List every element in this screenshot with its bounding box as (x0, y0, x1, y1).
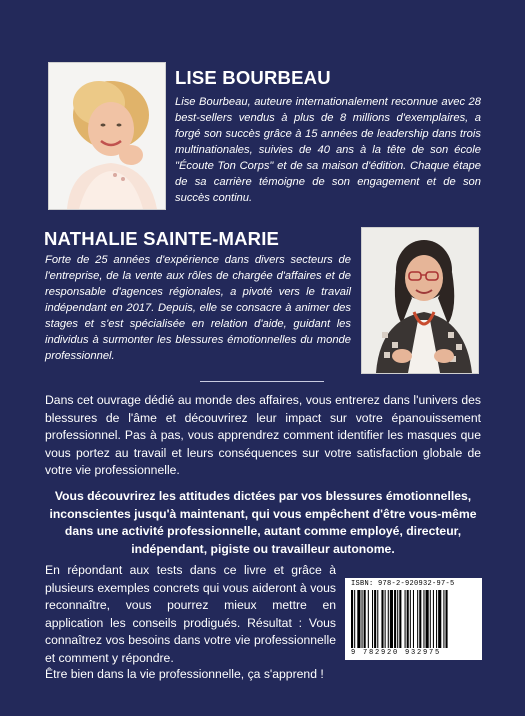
author1-portrait-image (49, 63, 165, 209)
description-paragraph-3: En répondant aux tests dans ce livre et grâce à plusieurs exemples concrets qui vous aideront à vous reconnaître, vous pourrez mieux mettre en application les conseils prodigués. Résultat : Vous connaîtrez vos besoins dans votre vie professionnelle et comment y répondre. (45, 563, 336, 665)
description-paragraph-1: Dans cet ouvrage dédié au monde des affaires, vous entrerez dans l'univers des blessures de l'âme et découvrirez leur impact sur votre épanouissement professionnel. Pas à pas, vous apprendrez comment identifier les masques que vous portez au travail et leurs conséquences sur votre satisfaction globale de votre vie professionnelle. (45, 393, 481, 477)
author2-name: NATHALIE SAINTE-MARIE (44, 228, 280, 249)
description-paragraph-2-bold: Vous découvrirez les attitudes dictées par vos blessures émotionnelles, inconscientes jusqu'à maintenant, qui vous empêchent d'être vous-même dans une activité professionnelle, autant comme employé, directeur, indépendant, pigiste ou travailleur autonome. (49, 489, 477, 556)
author1-photo (48, 62, 166, 210)
section-divider (200, 381, 324, 382)
author2-photo (361, 227, 479, 374)
author2-bio: Forte de 25 années d'expérience dans divers secteurs de l'entreprise, de la vente aux rôles de chargée d'affaires et de responsable d'agences régionales, a pivoté vers le travail indépendant en 2017. Depuis, elle se consacre à animer des stages et s'est spécialisée en relation d'aide, guidant les individus à surmonter les blessures émotionnelles du monde professionnel. (45, 254, 351, 362)
author1-bio: Lise Bourbeau, auteure internationalement reconnue avec 28 best-sellers vendus à plus de 8 millions d'exemplaires, a forgé son succès grâce à 15 années de leadership dans trois multinationales, suivies de 40 ans à la tête de son école "Écoute Ton Corps" et de sa maison d'édition. Chaque étape de sa carrière témoigne de son engagement et de son succès continu. (175, 96, 481, 204)
isbn-barcode (345, 578, 482, 660)
tagline: Être bien dans la vie professionnelle, ça s'apprend ! (45, 667, 324, 681)
barcode-bars (351, 590, 476, 648)
isbn-label: ISBN: 978-2-920932-97-5 (351, 580, 455, 588)
author2-portrait-image (362, 228, 478, 373)
barcode-digits: 9 782920 932975 (351, 649, 442, 657)
author1-name: LISE BOURBEAU (175, 67, 331, 88)
